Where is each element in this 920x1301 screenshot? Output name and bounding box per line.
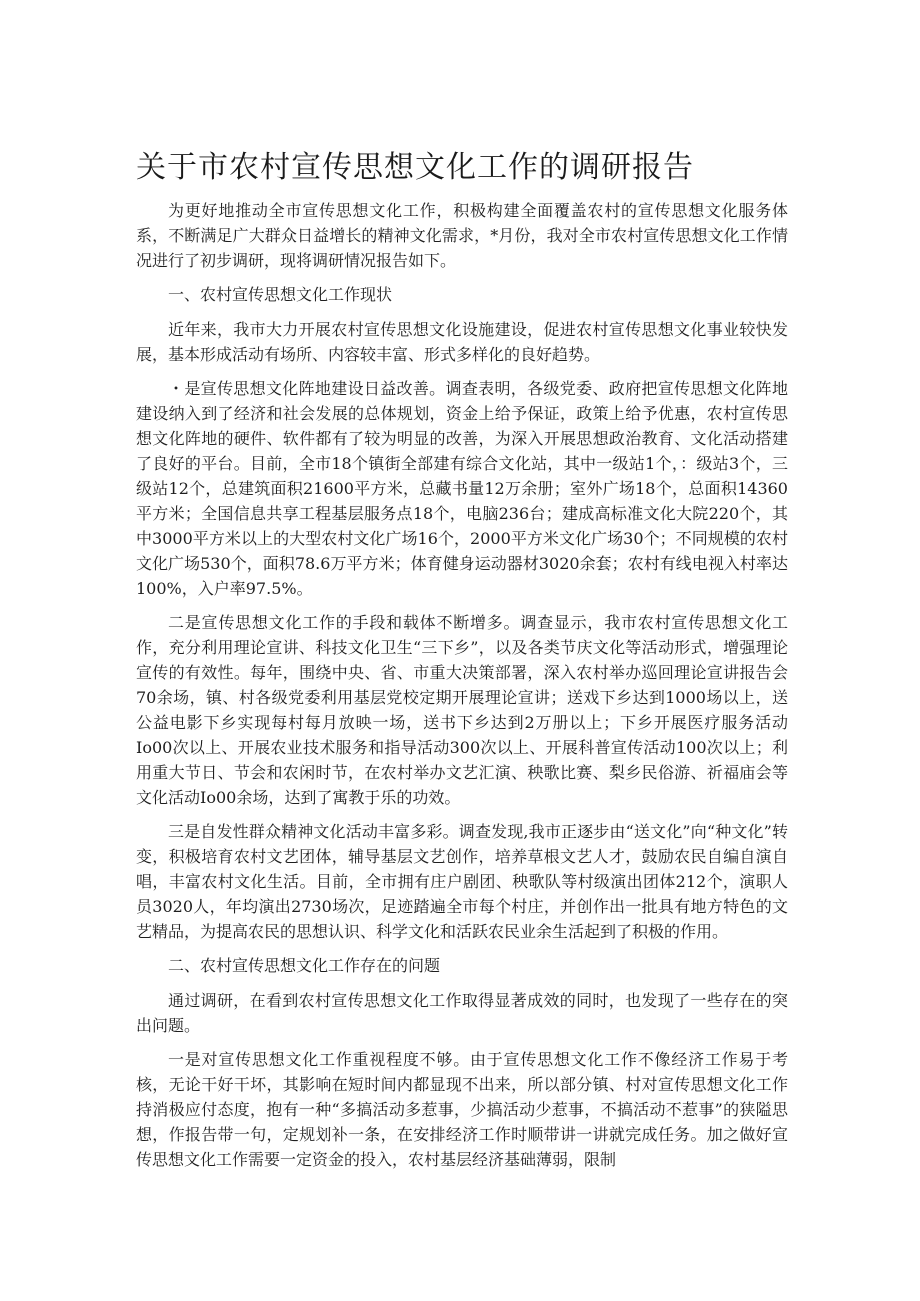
point-one-paragraph: ・是宣传思想文化阵地建设日益改善。调查表明，各级党委、政府把宣传思想文化阵地建设纳入到了经济和社会发展的总体规划，资金上给予保证，政策上给予优惠，农村宣传思想文化阵地的硬件、软件都有了较为明显的改善，为深入开展思想政治教育、文化活动搭建了良好的平台。目前，全市18个镇街全部建有综合文化站，其中一级站1个，：级站3个，三级站12个，总建筑面积21600平方米，总藏书量12万余册；室外广场18个，总面积14360平方米；全国信息共享工程基层服务点18个，电脑236台；建成高标准文化大院220个，其中3000平方米以上的大型农村文化广场16个，2000平方米文化广场30个；不同规模的农村文化广场530个，面积78.6万平方米；体育健身运动器材3020余套；农村有线电视入村率达100%，入户率97.5%。	[136, 379, 788, 598]
section-heading-problems: 二、农村宣传思想文化工作存在的问题	[168, 956, 441, 975]
point-two-paragraph: 二是宣传思想文化工作的手段和载体不断增多。调查显示，我市农村宣传思想文化工作，充分利用理论宣讲、科技文化卫生“三下乡”，以及各类节庆文化等活动形式，增强理论宣传的有效性。每年，围绕中央、省、市重大决策部署，深入农村举办巡回理论宣讲报告会70余场，镇、村各级党委利用基层党校定期开展理论宣讲；送戏下乡达到1000场以上，送公益电影下乡实现每村每月放映一场，送书下乡达到2万册以上；下乡开展医疗服务活动Io00次以上、开展农业技术服务和指导活动300次以上、开展科普宣传活动100次以上；利用重大节日、节会和农闲时节，在农村举办文艺汇演、秧歌比赛、梨乡民俗游、祈福庙会等文化活动Io00余场，达到了寓教于乐的功效。	[136, 613, 788, 807]
document-title: 关于市农村宣传思想文化工作的调研报告	[136, 150, 694, 185]
problem-one-paragraph: 一是对宣传思想文化工作重视程度不够。由于宣传思想文化工作不像经济工作易于考核，无论干好干坏，其影响在短时间内都显现不出来，所以部分镇、村对宣传思想文化工作持消极应付态度，抱有一种“多搞活动多惹事，少搞活动少惹事，不搞活动不惹事”的狭隘思想，作报告带一句，定规划补一条，在安排经济工作时顺带讲一讲就完成任务。加之做好宣传思想文化工作需要一定资金的投入，农村基层经济基础薄弱，限制	[136, 1050, 788, 1169]
section-heading-status: 一、农村宣传思想文化工作现状	[168, 285, 393, 304]
point-three-paragraph: 三是自发性群众精神文化活动丰富多彩。调查发现,我市正逐步由“送文化”向“种文化”转变，积极培育农村文艺团体，辅导基层文艺创作，培养草根文艺人才，鼓励农民自编自演自唱，丰富农村文化生活。目前，全市拥有庄户剧团、秧歌队等村级演出团体212个，演职人员3020人，年均演出2730场次，足迹踏遍全市每个村庄，并创作出一批具有地方特色的文艺精品，为提高农民的思想认识、科学文化和活跃农民业余生活起到了积极的作用。	[136, 822, 788, 941]
intro-paragraph: 为更好地推动全市宣传思想文化工作，积极构建全面覆盖农村的宣传思想文化服务体系，不断满足广大群众日益增长的精神文化需求，*月份，我对全市农村宣传思想文化工作情况进行了初步调研，现将调研情况报告如下。	[136, 201, 788, 270]
document-body	[136, 198, 788, 1181]
status-overview-paragraph: 近年来，我市大力开展农村宣传思想文化设施建设，促进农村宣传思想文化事业较快发展，基本形成活动有场所、内容较丰富、形式多样化的良好趋势。	[136, 320, 788, 364]
problems-overview-paragraph: 通过调研，在看到农村宣传思想文化工作取得显著成效的同时，也发现了一些存在的突出问题。	[136, 991, 788, 1035]
